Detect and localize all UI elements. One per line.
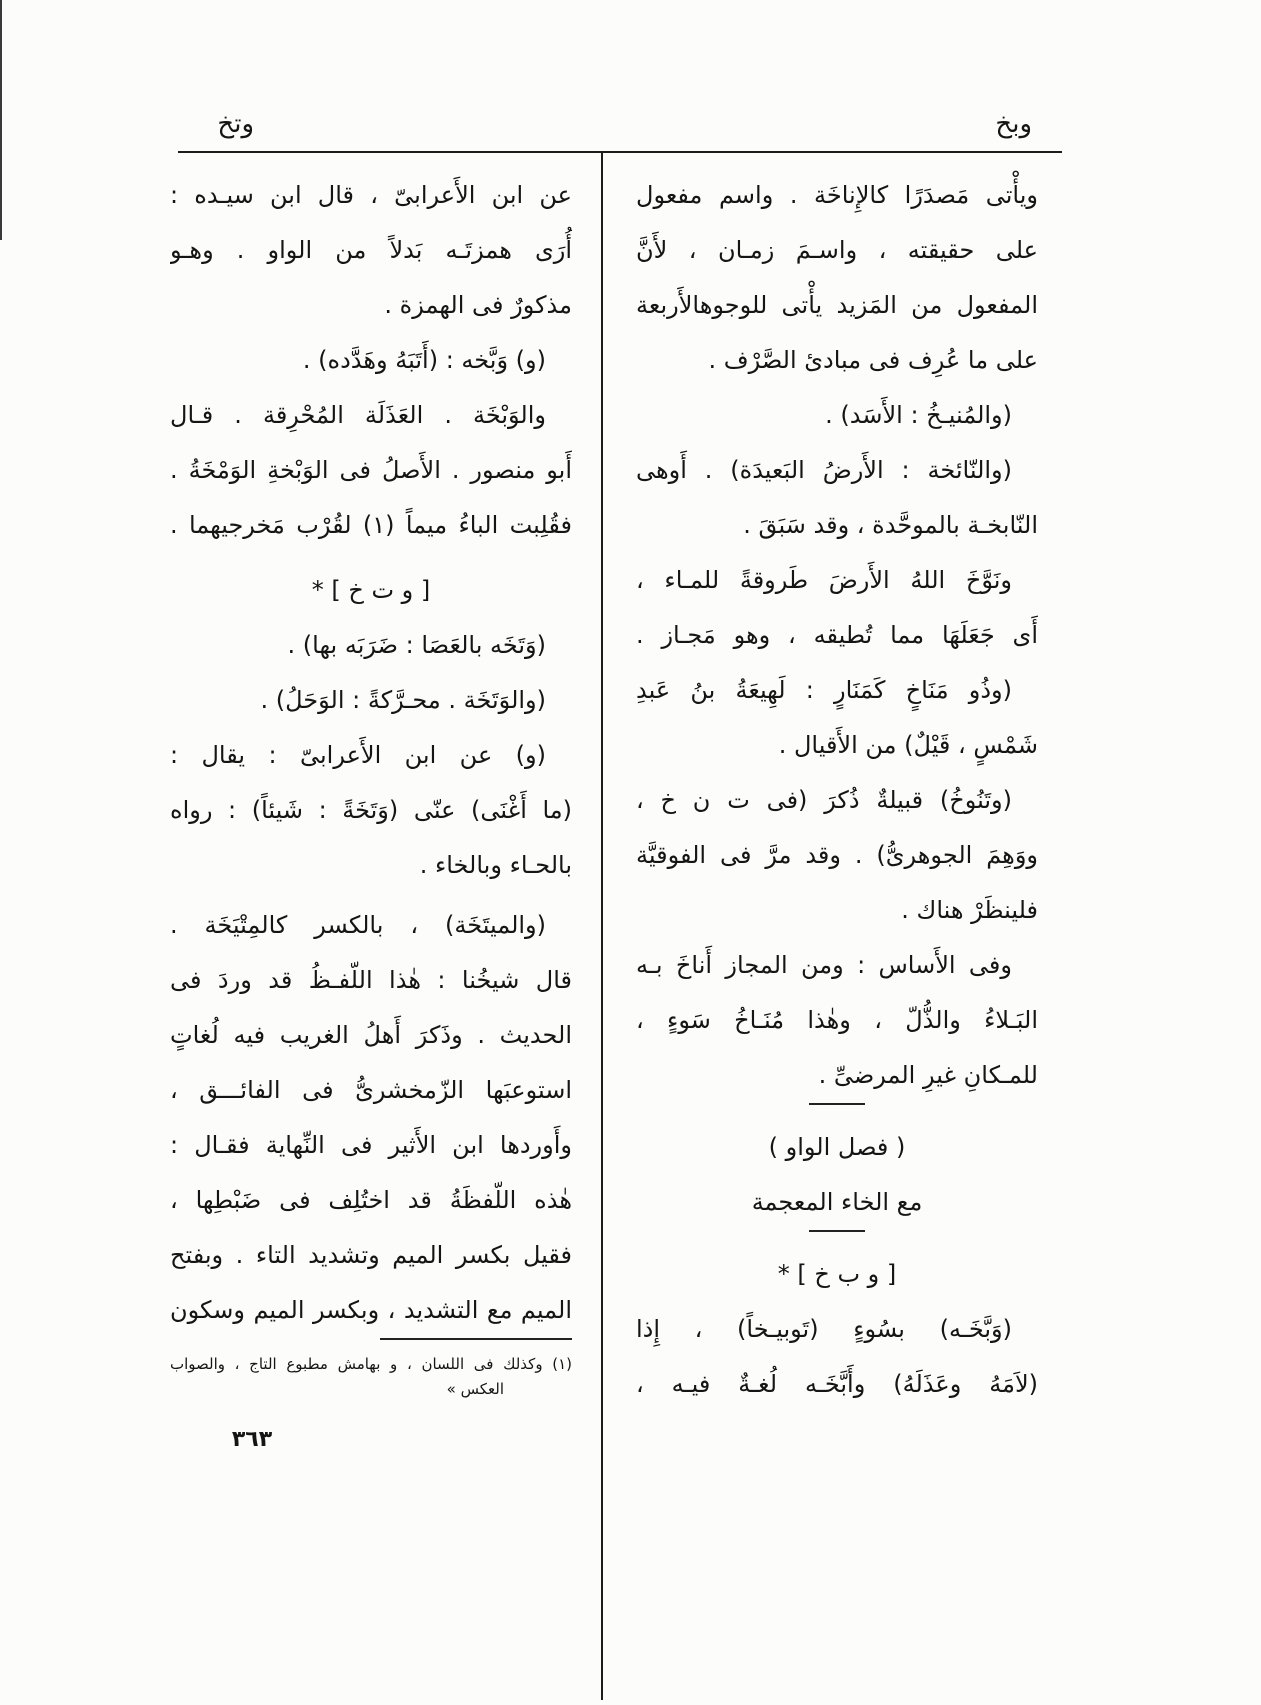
text-line: (والنّائخة : الأَرضُ البَعيدَة) . أَوهى <box>636 456 1012 484</box>
page-edge-line <box>0 0 2 240</box>
text-line: (لاَمَهُ وعَذَلَهُ) وأَبَّخَـه لُغـةٌ فيـه ، <box>636 1370 1038 1398</box>
text-line: النّابخـة بالموحَّدة ، وقد سَبَقَ . <box>743 511 1038 539</box>
text-line: شَمْسٍ ، قَيْلٌ) من الأَقيال . <box>778 731 1038 759</box>
text-line: الميم مع التشديد ، وبكسر الميم وسكون <box>170 1296 572 1324</box>
text-line: ونَوَّخَ اللهُ الأَرضَ طَروقةً للمـاء ، <box>636 566 1012 594</box>
footnote-line: العكس » <box>446 1380 504 1398</box>
footnote-line: (١) وكذلك فى اللسان ، و بهامش مطبوع التاج ، والصواب <box>170 1355 572 1373</box>
text-line: للمـكانِ غيرِ المرضىِّ . <box>818 1061 1038 1089</box>
section-rule-bar <box>809 1103 865 1105</box>
text-line: أَى جَعَلَهَا مما تُطيقه ، وهو مَجـاز . <box>636 621 1038 649</box>
text-line: على حقيقته ، واسـمَ زمـان ، لأَنَّ <box>636 236 1038 264</box>
page-number: ٣٦٣ <box>231 1427 273 1452</box>
text-line: على ما عُرِف فى مبادئ الصَّرْف . <box>708 346 1038 374</box>
left-column <box>170 168 572 1338</box>
text-line: أُرَى همزتَـه بَدلاً من الواو . وهـو <box>170 236 572 264</box>
text-line: عن ابن الأَعرابىّ ، قال ابن سيـده : <box>170 181 572 209</box>
text-line: بالحـاء وبالخاء . <box>419 851 572 879</box>
text-line: ووَهِمَ الجوهرىُّ) . وقد مرَّ فى الفوقيَّة <box>636 841 1038 869</box>
text-line: (والميتَخَة) ، بالكسر كالمِتْيَخَة . <box>170 911 546 939</box>
text-line: (والوَتَخَة . محـرَّكةً : الوَحَلُ) . <box>260 686 546 714</box>
right-column <box>636 168 1038 1412</box>
text-line: قال شيخُنا : هٰذا اللّفـظُ قد وردَ فى <box>170 966 572 994</box>
footnote-rule <box>380 1338 572 1340</box>
header-rule <box>178 151 1062 153</box>
root-heading: [ و ت خ ] * <box>311 576 431 604</box>
text-line: المفعول من المَزيد يأْتى للوجوهالأَربعة <box>636 291 1038 319</box>
root-heading: [ و ب خ ] * <box>777 1260 897 1288</box>
text-line: (و) عن ابن الأَعرابىّ : يقال : <box>170 741 546 769</box>
text-line: (والمُنيـخُ : الأَسَد) . <box>825 401 1012 429</box>
text-line: فقيل بكسر الميم وتشديد التاء . وبفتح <box>170 1241 572 1269</box>
text-line: البَـلاءُ والذُّلّ ، وهٰذا مُنَـاخُ سَوءٍ ، <box>636 1006 1038 1034</box>
text-line: أَبو منصور . الأَصلُ فى الوَبْخةِ الوَمْخَةُ . <box>170 456 572 484</box>
text-line: والوَبْخَة . العَذَلَة المُحْرِقة . قـال <box>170 401 546 429</box>
text-line: (و) وَبَّخه : (أَتَبَهُ وهَدَّده) . <box>302 346 546 374</box>
text-line: وفى الأَساس : ومن المجاز أَناخَ بـه <box>636 951 1012 979</box>
text-line: (وَبَّخَـه) بسُوءٍ (تَوبيـخاً) ، إِذا <box>636 1315 1012 1343</box>
text-line: مذكورٌ فى الهمزة . <box>384 291 572 319</box>
section-rule <box>636 1230 1038 1247</box>
section-rule <box>636 1103 1038 1120</box>
text-line: (وَتَخَه بالعَصَا : ضَرَبَه بها) . <box>287 631 546 659</box>
running-head-right: وبخ <box>995 109 1032 139</box>
running-head-left: وتخ <box>217 109 254 139</box>
text-line: هٰذه اللّفظَةُ قد اختُلِف فى ضَبْطِها ، <box>170 1186 572 1214</box>
section-heading: ( فصل الواو ) <box>768 1133 906 1161</box>
text-line: فقُلِبت الباءُ ميماً (١) لقُرْب مَخرجيهما . <box>170 511 572 539</box>
section-rule-bar <box>809 1230 865 1232</box>
column-divider <box>601 152 603 1700</box>
footnote <box>170 1338 572 1402</box>
section-subheading: مع الخاء المعجمة <box>751 1188 923 1216</box>
text-line: (ما أَغْنَى) عنّى (وَتَخَةً : شَيئاً) : رواه <box>170 796 572 824</box>
text-line: ويأْتى مَصدَرًا كالإِناخَة . واسم مفعول <box>636 181 1038 209</box>
text-line: الحديث . وذَكرَ أَهلُ الغريب فيه لُغاتٍ <box>170 1021 572 1049</box>
text-line: وأَوردها ابن الأَثير فى النِّهاية فقـال : <box>170 1131 572 1159</box>
text-line: (وذُو مَنَاخٍ كَمَنَارٍ : لَهِيعَةُ بنُ عَبدِ <box>636 676 1012 704</box>
text-line: (وتَنُوخُ) قبيلةٌ ذُكرَ (فى ت ن خ ، <box>636 786 1012 814</box>
text-line: فلينظَرْ هناك . <box>901 896 1038 924</box>
text-line: استوعبَها الزّمخشرىُّ فى الفائـــق ، <box>170 1076 572 1104</box>
